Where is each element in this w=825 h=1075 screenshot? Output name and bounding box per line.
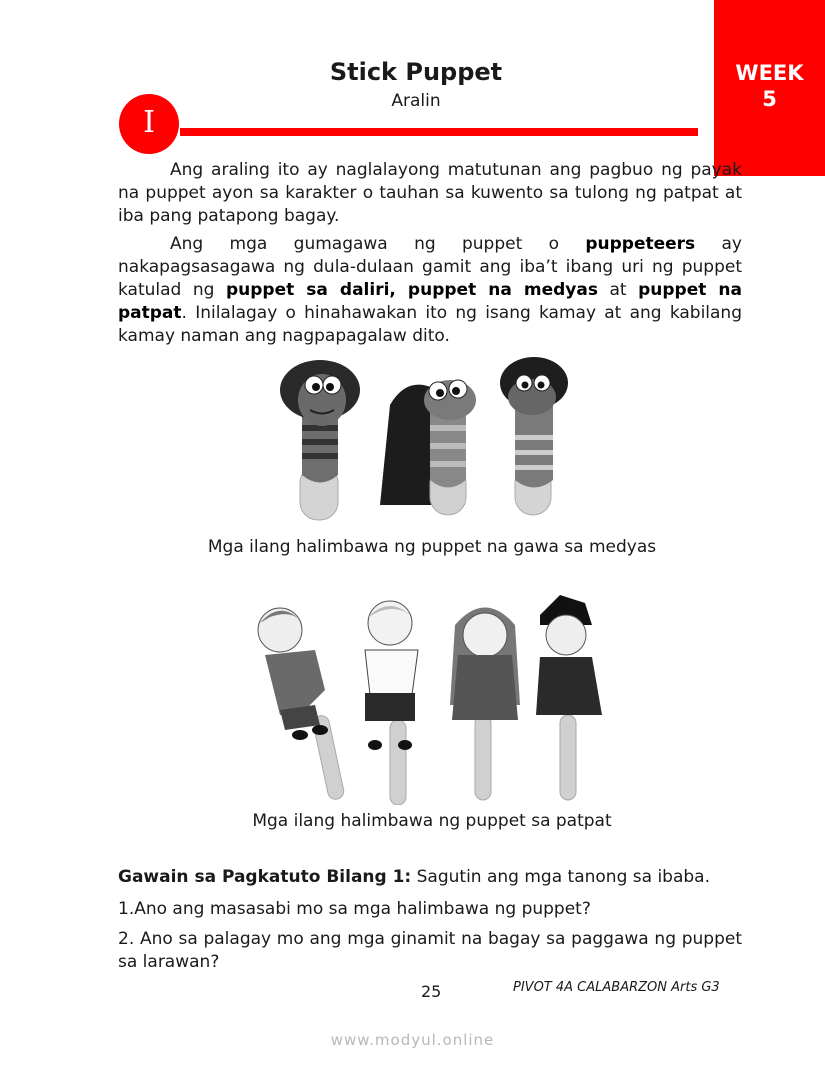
watermark: www.modyul.online (330, 1031, 495, 1049)
caption-sock-puppets: Mga ilang halimbawa ng puppet na gawa sa medyas (207, 537, 657, 557)
stick-puppets-illustration (240, 595, 620, 805)
question-1: 1.Ano ang masasabi mo sa mga halimbawa ng puppet? (118, 899, 591, 919)
bold-term-puppet-types: puppet sa daliri, puppet na medyas (225, 280, 598, 300)
week-label: WEEK (735, 61, 804, 85)
footer-source: PIVOT 4A CALABARZON Arts G3 (513, 980, 720, 995)
activity-instruction: Sagutin ang mga tanong sa ibaba. (411, 867, 710, 887)
page-subtitle: Aralin (391, 91, 441, 111)
text-run: at (597, 280, 639, 300)
text-run: Ang mga gumagawa ng puppet o (170, 234, 586, 254)
caption-stick-puppets: Mga ilang halimbawa ng puppet sa patpat (252, 811, 612, 831)
question-2: 2. Ano sa palagay mo ang mga ginamit na bagay sa paggawa ng puppet sa larawan? (118, 929, 742, 972)
bold-term-puppeteers: puppeteers (585, 234, 696, 254)
intro-paragraph-1: Ang araling ito ay naglalayong matutunan ang pagbuo ng payak na puppet ayon sa karakter o tauhan sa kuwento sa tulong ng patpat at iba pang patapong bagay. (118, 160, 742, 226)
week-number: 5 (762, 87, 777, 111)
week-badge (714, 0, 825, 176)
text-run: ay nakapagsasagawa ng dula-dulaan gamit ang iba’t ibang uri ng puppet katulad ng (118, 234, 742, 300)
page-number: 25 (421, 982, 442, 1001)
text-run: . Inilalagay o hinahawakan ito ng isang kamay at ang kabilang kamay naman ang nagpapagalaw dito. (118, 303, 742, 346)
title-rule (180, 128, 698, 136)
activity-heading (118, 866, 742, 889)
bold-term-stick-puppet: puppet na patpat (118, 280, 742, 323)
activity-label: Gawain sa Pagkatuto Bilang 1: (118, 867, 412, 887)
intro-paragraph-2 (118, 233, 742, 348)
sock-puppets-illustration (270, 355, 570, 525)
section-badge: I (119, 94, 179, 154)
page-title: Stick Puppet (329, 58, 503, 86)
